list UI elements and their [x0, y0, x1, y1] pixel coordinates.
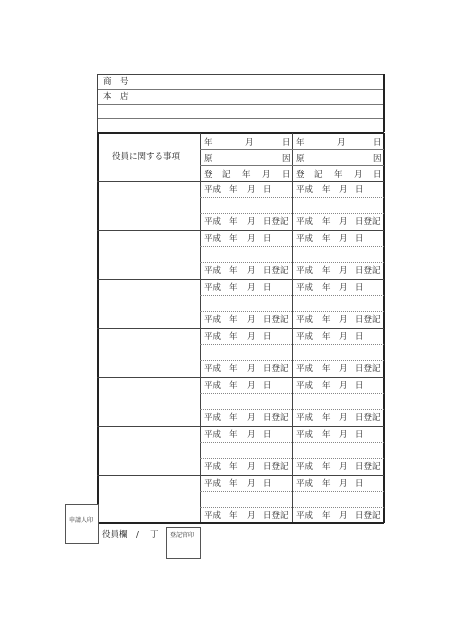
entry-year: 年 — [229, 479, 238, 489]
entry-year: 年 — [322, 381, 331, 391]
entry-reg-month: 月 — [339, 364, 348, 374]
entry-block-divider — [97, 230, 384, 231]
entry-dotted-line — [200, 507, 384, 508]
entry-reg-era: 平成 — [296, 266, 314, 276]
entry-reg-day: 日登記 — [355, 511, 381, 521]
entry-reg-month: 月 — [339, 511, 348, 521]
header-reg-1: 登 — [204, 170, 213, 180]
entry-month: 月 — [339, 234, 348, 244]
entry-reg-month: 月 — [247, 217, 256, 227]
entry-dotted-line — [200, 262, 384, 263]
entry-month: 月 — [339, 283, 348, 293]
entry-reg-year: 年 — [322, 413, 331, 423]
entry-reg-month: 月 — [247, 315, 256, 325]
entry-day: 日 — [355, 283, 364, 293]
entry-reg-day: 日登記 — [263, 217, 289, 227]
entry-reg-month: 月 — [247, 364, 256, 374]
entry-reg-day: 日登記 — [355, 462, 381, 472]
entry-reg-era: 平成 — [296, 364, 314, 374]
entry-reg-year: 年 — [322, 364, 331, 374]
header-reg-day-2: 日 — [373, 170, 382, 180]
header-reg-month-2: 月 — [354, 170, 363, 180]
entry-reg-year: 年 — [322, 266, 331, 276]
head-office-label: 本 店 — [103, 92, 129, 102]
entry-year: 年 — [229, 332, 238, 342]
entry-reg-year: 年 — [322, 217, 331, 227]
company-name-label: 商 号 — [103, 77, 129, 87]
entry-month: 月 — [339, 332, 348, 342]
entry-day: 日 — [263, 381, 272, 391]
entry-reg-month: 月 — [339, 413, 348, 423]
entry-month: 月 — [247, 234, 256, 244]
entry-reg-era: 平成 — [296, 315, 314, 325]
entry-reg-day: 日登記 — [263, 315, 289, 325]
entry-dotted-line — [200, 409, 384, 410]
entry-reg-year: 年 — [322, 315, 331, 325]
entry-dotted-line — [200, 458, 384, 459]
entry-year: 年 — [229, 430, 238, 440]
header-line-3 — [97, 118, 384, 119]
entry-year: 年 — [229, 283, 238, 293]
entry-block-divider — [97, 377, 384, 378]
entry-reg-year: 年 — [229, 266, 238, 276]
entry-reg-day: 日登記 — [355, 413, 381, 423]
entry-dotted-line — [200, 295, 384, 296]
entry-day: 日 — [355, 479, 364, 489]
entry-era: 平成 — [296, 430, 314, 440]
header-month-1: 月 — [245, 138, 254, 148]
entry-era: 平成 — [204, 332, 222, 342]
entry-era: 平成 — [204, 479, 222, 489]
entry-day: 日 — [355, 332, 364, 342]
entry-dotted-line — [200, 311, 384, 312]
header-line-1 — [97, 89, 384, 90]
entry-month: 月 — [247, 283, 256, 293]
header-left-border — [97, 74, 98, 132]
entry-month: 月 — [247, 479, 256, 489]
entry-reg-day: 日登記 — [263, 462, 289, 472]
entry-era: 平成 — [204, 430, 222, 440]
officer-matters-label: 役員に関する事項 — [112, 152, 181, 162]
entry-year: 年 — [229, 381, 238, 391]
entry-reg-month: 月 — [339, 217, 348, 227]
entry-dotted-line — [200, 197, 384, 198]
header-ki-2: 記 — [314, 170, 323, 180]
header-reg-day-1: 日 — [282, 170, 291, 180]
entry-reg-year: 年 — [229, 364, 238, 374]
header-day-1: 日 — [282, 138, 291, 148]
entry-block-divider — [97, 475, 384, 476]
entry-day: 日 — [263, 479, 272, 489]
entry-reg-year: 年 — [229, 462, 238, 472]
page-separator: / — [136, 530, 139, 540]
entry-reg-year: 年 — [322, 462, 331, 472]
entry-dotted-line — [200, 344, 384, 345]
page-unit-label: 丁 — [150, 530, 159, 540]
entry-reg-year: 年 — [229, 511, 238, 521]
entry-reg-day: 日登記 — [263, 511, 289, 521]
entry-day: 日 — [263, 283, 272, 293]
applicant-seal-box — [65, 504, 99, 544]
entry-reg-year: 年 — [229, 315, 238, 325]
header-reg-year-1: 年 — [242, 170, 251, 180]
header-right-border — [383, 74, 385, 132]
entry-reg-era: 平成 — [296, 462, 314, 472]
entry-era: 平成 — [296, 479, 314, 489]
header-day-2: 日 — [373, 138, 382, 148]
entry-reg-era: 平成 — [296, 511, 314, 521]
entry-reg-era: 平成 — [204, 462, 222, 472]
header-month-2: 月 — [337, 138, 346, 148]
entry-reg-day: 日登記 — [355, 266, 381, 276]
entry-month: 月 — [339, 479, 348, 489]
entry-year: 年 — [322, 332, 331, 342]
entry-era: 平成 — [296, 185, 314, 195]
entry-day: 日 — [263, 185, 272, 195]
registrar-seal-label: 登記官印 — [170, 532, 195, 539]
entry-era: 平成 — [296, 234, 314, 244]
entry-reg-day: 日登記 — [263, 413, 289, 423]
entry-day: 日 — [263, 430, 272, 440]
entry-month: 月 — [247, 381, 256, 391]
entry-reg-year: 年 — [322, 511, 331, 521]
entry-era: 平成 — [296, 332, 314, 342]
entry-dotted-line — [200, 246, 384, 247]
entry-era: 平成 — [204, 185, 222, 195]
registrar-seal-box — [166, 527, 201, 559]
entry-dotted-line — [200, 213, 384, 214]
entry-month: 月 — [339, 381, 348, 391]
entry-month: 月 — [247, 185, 256, 195]
entry-reg-day: 日登記 — [263, 364, 289, 374]
entry-reg-month: 月 — [247, 413, 256, 423]
entry-reg-day: 日登記 — [355, 315, 381, 325]
officer-column-label: 役員欄 — [102, 530, 128, 540]
entry-year: 年 — [322, 430, 331, 440]
header-cause-b-1: 因 — [282, 154, 291, 164]
entry-block-divider — [97, 279, 384, 280]
entry-reg-era: 平成 — [204, 217, 222, 227]
entry-day: 日 — [355, 185, 364, 195]
entry-era: 平成 — [296, 283, 314, 293]
entry-month: 月 — [339, 430, 348, 440]
entry-reg-era: 平成 — [204, 511, 222, 521]
header-cause-a-2: 原 — [296, 154, 305, 164]
table-header-bottom — [97, 181, 384, 182]
entry-reg-month: 月 — [339, 266, 348, 276]
applicant-seal-label: 申請人印 — [69, 517, 94, 524]
entry-reg-era: 平成 — [204, 364, 222, 374]
entry-reg-day: 日登記 — [355, 364, 381, 374]
header-ki-1: 記 — [222, 170, 231, 180]
header-bottom-line — [97, 132, 384, 134]
header-year-1: 年 — [204, 138, 213, 148]
entry-year: 年 — [322, 479, 331, 489]
header-reg-2: 登 — [296, 170, 305, 180]
header-year-2: 年 — [296, 138, 305, 148]
header-cause-a-1: 原 — [204, 154, 213, 164]
entry-era: 平成 — [296, 381, 314, 391]
entry-era: 平成 — [204, 283, 222, 293]
entry-reg-day: 日登記 — [355, 217, 381, 227]
entry-block-divider — [97, 426, 384, 427]
entry-era: 平成 — [204, 381, 222, 391]
entry-reg-month: 月 — [247, 462, 256, 472]
header-cause-b-2: 因 — [373, 154, 382, 164]
entry-reg-era: 平成 — [296, 217, 314, 227]
entry-year: 年 — [322, 283, 331, 293]
entry-year: 年 — [229, 234, 238, 244]
entry-day: 日 — [263, 332, 272, 342]
entry-month: 月 — [339, 185, 348, 195]
entry-reg-era: 平成 — [204, 413, 222, 423]
table-header-line-2 — [200, 165, 384, 166]
header-reg-month-1: 月 — [262, 170, 271, 180]
entry-day: 日 — [355, 381, 364, 391]
entry-month: 月 — [247, 332, 256, 342]
entry-reg-year: 年 — [229, 217, 238, 227]
entry-year: 年 — [229, 185, 238, 195]
entry-reg-month: 月 — [339, 315, 348, 325]
entry-day: 日 — [355, 234, 364, 244]
table-bottom-border — [97, 522, 384, 524]
entry-reg-day: 日登記 — [263, 266, 289, 276]
entry-dotted-line — [200, 393, 384, 394]
entry-reg-month: 月 — [247, 511, 256, 521]
entry-reg-era: 平成 — [296, 413, 314, 423]
entry-reg-month: 月 — [339, 462, 348, 472]
header-line-2 — [97, 104, 384, 105]
entry-dotted-line — [200, 442, 384, 443]
entry-reg-era: 平成 — [204, 315, 222, 325]
entry-day: 日 — [263, 234, 272, 244]
entry-month: 月 — [247, 430, 256, 440]
entry-day: 日 — [355, 430, 364, 440]
entry-reg-era: 平成 — [204, 266, 222, 276]
entry-reg-year: 年 — [229, 413, 238, 423]
entry-year: 年 — [322, 185, 331, 195]
entry-year: 年 — [322, 234, 331, 244]
entry-dotted-line — [200, 491, 384, 492]
header-reg-year-2: 年 — [334, 170, 343, 180]
entry-dotted-line — [200, 360, 384, 361]
header-top-line — [97, 74, 384, 75]
entry-era: 平成 — [204, 234, 222, 244]
entry-block-divider — [97, 328, 384, 329]
entry-reg-month: 月 — [247, 266, 256, 276]
table-header-line-1 — [200, 149, 384, 150]
